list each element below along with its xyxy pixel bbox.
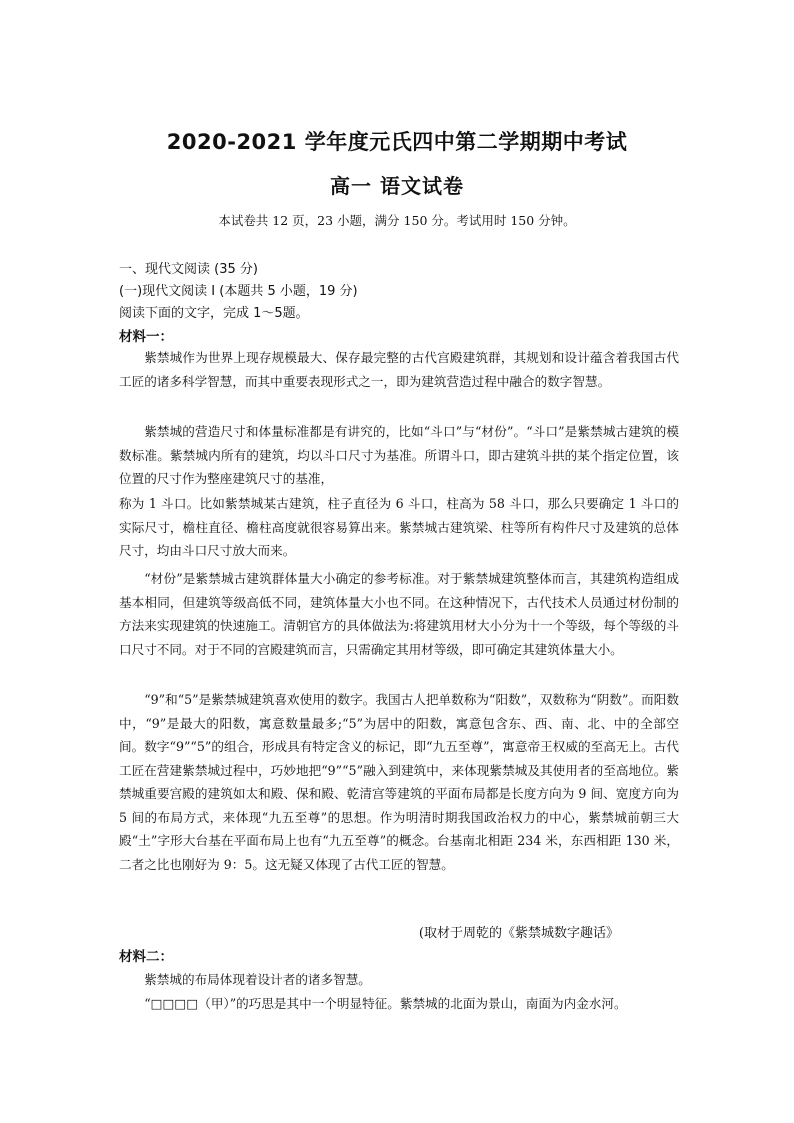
- material-two-paragraph: 紫禁城的布局体现着设计者的诸多智慧。: [144, 972, 371, 987]
- material-one-paragraph: 紫禁城的营造尺寸和体量标准都是有讲究的，比如“斗口”与“材份”。“斗口”是紫禁城古建筑的模数标准。紫禁城内所有的建筑，均以斗口尺寸为基准。所谓斗口，即古建筑斗拱的某个指定位置，该位置的尺寸作为整座建筑尺寸的基准，: [119, 424, 679, 486]
- section-heading: 一、现代文阅读 (35 分): [119, 262, 258, 277]
- section-subheading: (一)现代文阅读 I (本题共 5 小题，19 分): [119, 284, 358, 299]
- material-one-paragraph: 紫禁城作为世界上现存规模最大、保存最完整的古代宫殿建筑群，其规划和设计蕴含着我国古代工匠的诸多科学智慧，而其中重要表现形式之一，即为建筑营造过程中融合的数字智慧。: [119, 350, 679, 389]
- material-one-source: (取材于周乾的《紫禁城数字趣话》: [418, 926, 619, 941]
- material-one-label: 材料一：: [119, 329, 173, 345]
- exam-info: 本试卷共 12 页，23 小题，满分 150 分。考试用时 150 分钟。: [218, 213, 576, 228]
- exam-title: 2020-2021 学年度元氏四中第二学期期中考试: [166, 130, 628, 154]
- material-two-paragraph: “□□□□（甲）”的巧思是其中一个明显特征。紫禁城的北面为景山，南面为内金水河。: [144, 996, 627, 1011]
- material-one-paragraph: “9”和“5”是紫禁城建筑喜欢使用的数字。我国古人把单数称为“阳数”，双数称为“阴数”。而阳数中，“9”是最大的阳数，寓意数量最多;“5”为居中的阳数，寓意包含东、西、南、北、中的全部空间。数字“9”“5”的组合，形成具有特定含义的标记，即“九五至尊”，寓意帝王权威的至高无上。古代工匠在营建紫禁城过程中，巧妙地把“9”“5”融入到建筑中，来体现紫禁城及其使用者的至高地位。紫禁城重要宫殿的建筑如太和殿、保和殿、乾清宫等建筑的平面布局都是长度方向为 9 间、宽度方向为 5 间的布局方式，来体现“九五至尊”的思想。作为明清时期我国政治权力的中心，紫禁城前朝三大殿“土”字形大台基在平面布局上也有“九五至尊”的概念。台基南北相距 234 米，东西相距 130 米，二者之比也刚好为 9：5。这无疑又体现了古代工匠的智慧。: [119, 692, 679, 872]
- material-two-label: 材料二：: [119, 949, 173, 965]
- material-one-paragraph: “材份”是紫禁城古建筑群体量大小确定的参考标准。对于紫禁城建筑整体而言，其建筑构造组成基本相同，但建筑等级高低不同，建筑体量大小也不同。在这种情况下，古代技术人员通过材份制的方法来实现建筑的快速施工。清朝官方的具体做法为:将建筑用材大小分为十一个等级，每个等级的斗口尺寸不同。对于不同的宫殿建筑而言，只需确定其用材等级，即可确定其建筑体量大小。: [119, 571, 679, 657]
- material-one-paragraph: 称为 1 斗口。比如紫禁城某古建筑，柱子直径为 6 斗口，柱高为 58 斗口，那么只要确定 1 斗口的实际尺寸，檐柱直径、檐柱高度就很容易算出来。紫禁城古建筑梁、柱等所有构件尺寸及建筑的总体尺寸，均由斗口尺寸放大而来。: [119, 496, 679, 558]
- section-instruction: 阅读下面的文字，完成 1～5题。: [119, 306, 309, 321]
- exam-subtitle: 高一 语文试卷: [330, 174, 464, 198]
